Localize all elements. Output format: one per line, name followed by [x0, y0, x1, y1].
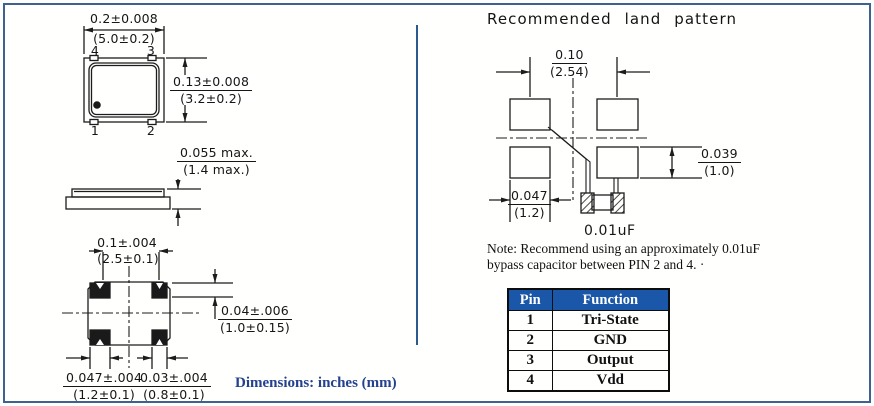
- arrowhead: [110, 356, 119, 361]
- dim-land-pad-height-mm: (1.0): [704, 162, 735, 178]
- dim-width-inches: 0.2±0.008: [90, 11, 158, 26]
- dim-height: [169, 75, 253, 105]
- dim-land-pad-height: [697, 147, 742, 177]
- arrowhead: [670, 169, 675, 178]
- dim-pad1-width: [62, 371, 146, 401]
- pin1-marker-dot: [93, 101, 101, 109]
- package-lid-profile: [72, 189, 164, 197]
- arrowhead: [167, 356, 176, 361]
- package-outline: [84, 58, 164, 122]
- bypass-capacitor-symbol: [581, 193, 624, 213]
- land-pad: [510, 147, 550, 178]
- arrowhead: [617, 70, 626, 75]
- pin-label-4: 4: [90, 43, 100, 58]
- dim-land-spacing-mm: (2.54): [550, 63, 589, 79]
- arrowhead: [183, 113, 188, 122]
- pin-label-1: 1: [90, 123, 100, 138]
- table-row: [508, 311, 669, 331]
- arrowhead: [213, 274, 218, 283]
- land-pad: [510, 99, 550, 130]
- dim-land-pad-width-inches: 0.047: [508, 189, 551, 205]
- pin-number: 4: [508, 371, 552, 392]
- dim-land-pad-width: [507, 189, 552, 219]
- dim-land-pad-height-inches: 0.039: [698, 147, 741, 163]
- pin-number: 3: [508, 351, 552, 371]
- lid-outline-outer: [89, 63, 159, 117]
- land-pad: [597, 99, 638, 130]
- pin-function: Tri-State: [552, 311, 669, 331]
- dim-pitch-mm: (2.5±0.1): [97, 251, 159, 266]
- pin-function-table: [507, 288, 670, 392]
- table-row: [508, 371, 669, 392]
- dim-width-mm: (5.0±0.2): [93, 31, 155, 46]
- lid-outline-inner: [92, 66, 157, 115]
- note-line-1: Note: Recommend using an approximately 0.01uF: [487, 241, 760, 256]
- pin-function: Output: [552, 351, 669, 371]
- land-pattern-title: Recommended land pattern: [487, 10, 738, 28]
- arrowhead: [81, 356, 90, 361]
- dim-thickness: [176, 146, 257, 176]
- bottom-view-drawing: [62, 249, 233, 370]
- arrowhead: [670, 147, 675, 156]
- dim-height-inches: 0.13±0.008: [170, 75, 252, 91]
- table-header-row: [508, 289, 669, 311]
- dim-pad-height-mm: (1.0±0.15): [220, 319, 290, 335]
- dim-pad2-width: [136, 371, 212, 401]
- pin-function: GND: [552, 331, 669, 351]
- capacitor-value-label: 0.01uF: [584, 223, 636, 239]
- dim-pad-height-inches: 0.04±.006: [218, 304, 292, 320]
- arrowhead: [521, 70, 530, 75]
- dim-land-spacing-inches: 0.10: [552, 48, 587, 64]
- land-pad: [597, 147, 638, 178]
- package-base-profile: [66, 197, 170, 209]
- arrowhead: [183, 58, 188, 67]
- pin-number: 1: [508, 311, 552, 331]
- dim-land-spacing: [549, 48, 590, 78]
- dim-pad1-width-inches: 0.047±.004: [63, 371, 145, 387]
- bypass-capacitor-traces: [548, 127, 618, 193]
- col-header-pin: Pin: [508, 289, 552, 311]
- arrowhead: [176, 180, 181, 189]
- side-view-drawing: [66, 179, 201, 226]
- arrowhead: [143, 356, 152, 361]
- pin-number: 2: [508, 331, 552, 351]
- note-line-2: bypass capacitor between PIN 2 and 4. ·: [487, 256, 705, 272]
- dim-pad-height: [217, 304, 293, 334]
- dim-pad2-width-inches: 0.03±.004: [137, 371, 211, 387]
- dim-thickness-inches: 0.055 max.: [177, 146, 256, 162]
- table-row: [508, 331, 669, 351]
- pin-label-2: 2: [146, 123, 156, 138]
- dim-pad1-width-mm: (1.2±0.1): [73, 386, 135, 402]
- pin-function: Vdd: [552, 371, 669, 392]
- pin-label-3: 3: [146, 43, 156, 58]
- col-header-function: Function: [552, 289, 669, 311]
- dim-thickness-mm: (1.4 max.): [183, 161, 250, 177]
- dim-pitch-inches: 0.1±.004: [97, 235, 157, 250]
- dim-land-pad-width-mm: (1.2): [514, 204, 545, 220]
- units-note: Dimensions: inches (mm): [235, 375, 397, 391]
- bypass-capacitor-note: [487, 241, 760, 272]
- table-row: [508, 351, 669, 371]
- dim-height-mm: (3.2±0.2): [180, 90, 242, 106]
- dim-pad2-width-mm: (0.8±0.1): [143, 386, 205, 402]
- arrowhead: [176, 209, 181, 218]
